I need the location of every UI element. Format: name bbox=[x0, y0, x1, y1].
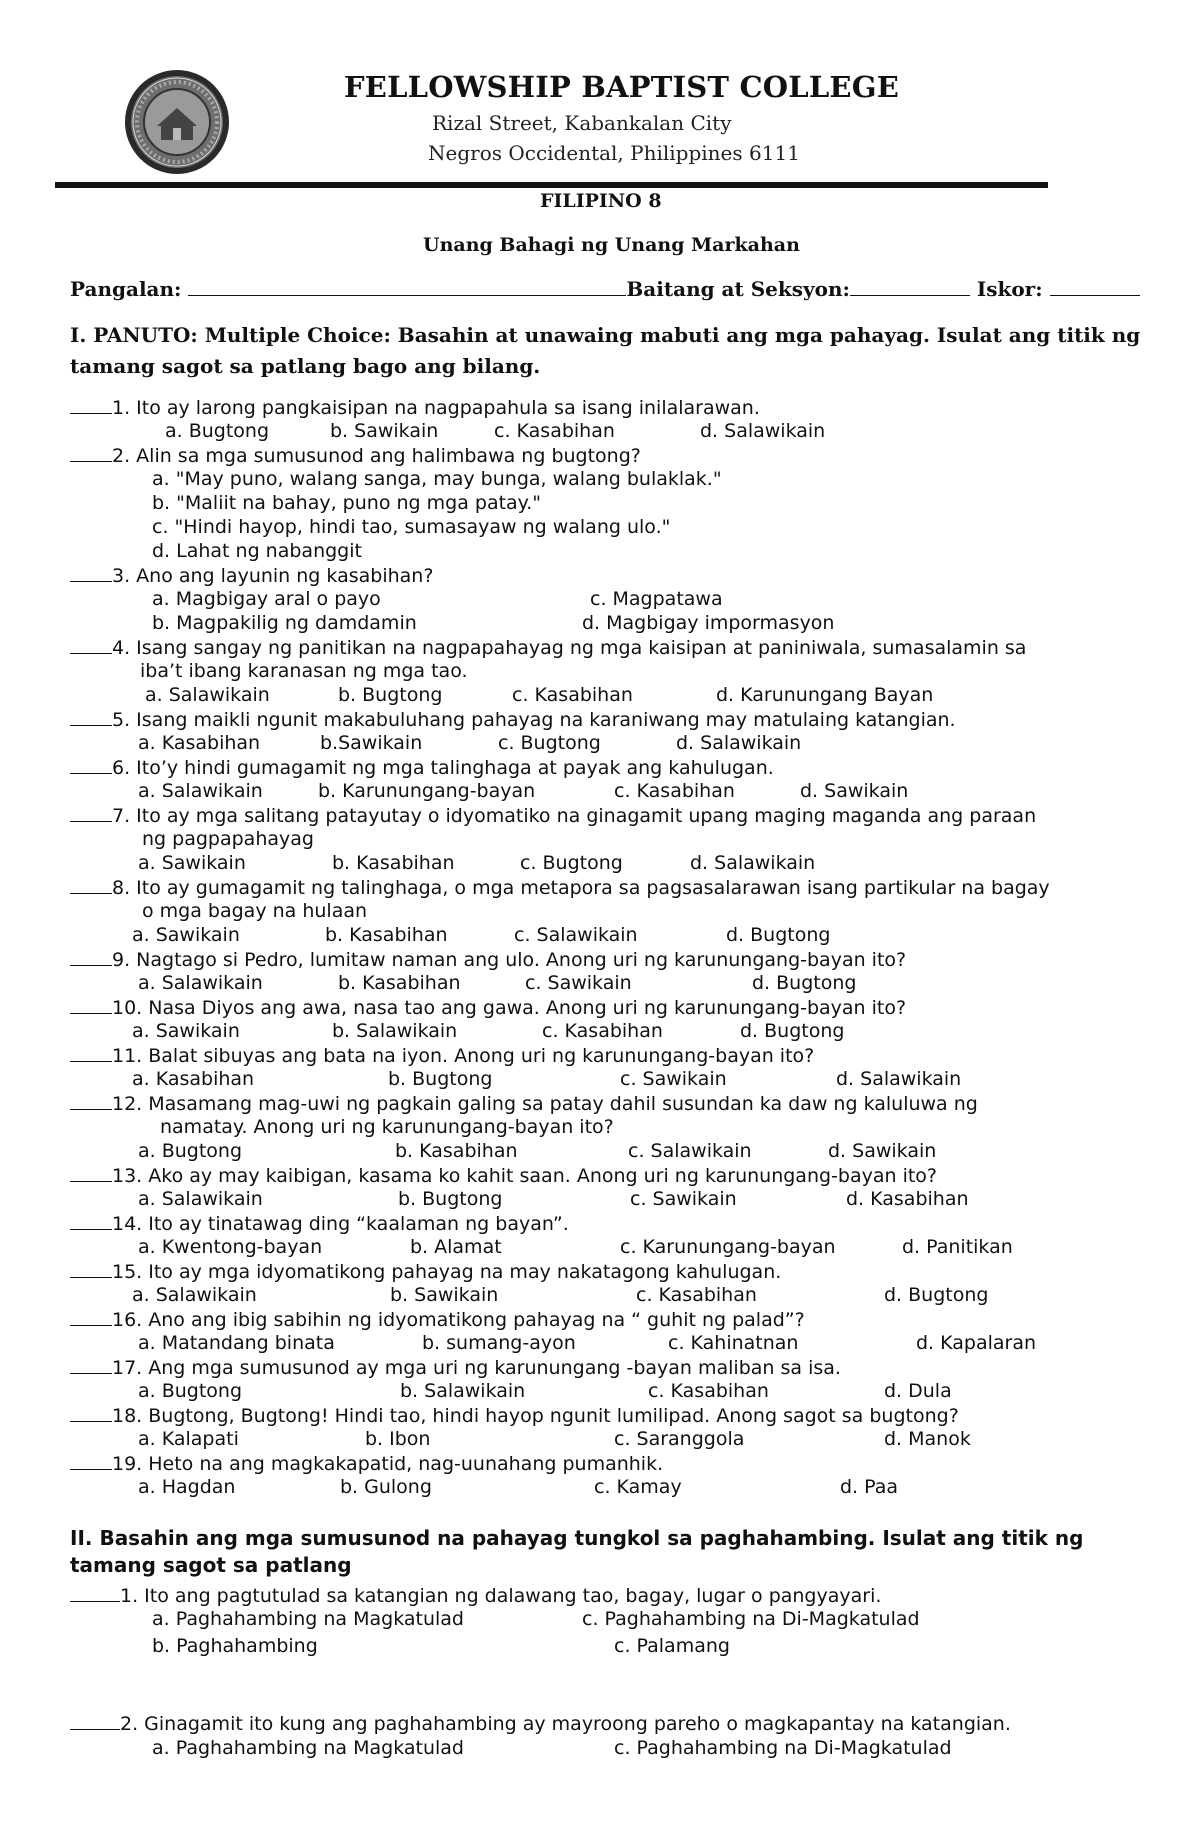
answer-blank[interactable] bbox=[70, 636, 112, 654]
option-d: d. Paa bbox=[840, 1476, 899, 1498]
score-field[interactable] bbox=[1050, 277, 1140, 296]
question-6: 6. Ito’y hindi gumagamit ng mga talinghaga at payak ang kahulugan. bbox=[70, 756, 774, 779]
option-a: a. Matandang binata bbox=[138, 1332, 335, 1354]
option-b: b. sumang-ayon bbox=[422, 1332, 576, 1354]
part2-question-2: 2. Ginagamit ito kung ang paghahambing ay mayroong pareho o magkapantay na katangian. bbox=[70, 1712, 1011, 1735]
option-c: c. Bugtong bbox=[520, 852, 623, 874]
option-d: d. Karunungang Bayan bbox=[716, 684, 934, 706]
option-a: a. Sawikain bbox=[132, 1020, 240, 1042]
answer-blank[interactable] bbox=[70, 1044, 112, 1062]
name-label: Pangalan: bbox=[70, 277, 182, 301]
college-street: Rizal Street, Kabankalan City bbox=[432, 111, 732, 135]
option-c: c. Paghahambing na Di-Magkatulad bbox=[614, 1737, 952, 1759]
option-c: c. Kasabihan bbox=[636, 1284, 757, 1306]
option-a: a. Salawikain bbox=[138, 972, 263, 994]
option-a: a. Sawikain bbox=[132, 924, 240, 946]
answer-blank[interactable] bbox=[70, 1212, 112, 1230]
answer-blank[interactable] bbox=[70, 1452, 112, 1470]
option-a: a. Hagdan bbox=[138, 1476, 236, 1498]
quarter-title: Unang Bahagi ng Unang Markahan bbox=[423, 234, 800, 256]
option-d: d. Bugtong bbox=[752, 972, 857, 994]
option-d: d. Panitikan bbox=[902, 1236, 1013, 1258]
question-16: 16. Ano ang ibig sabihin ng idyomatikong pahayag na “ guhit ng palad”? bbox=[70, 1308, 805, 1331]
option-d: d. Bugtong bbox=[726, 924, 831, 946]
option-d: d. Salawikain bbox=[836, 1068, 962, 1090]
section-label: Baitang at Seksyon: bbox=[626, 277, 850, 301]
option-b: b. Salawikain bbox=[332, 1020, 458, 1042]
question-8: 8. Ito ay gumagamit ng talinghaga, o mga metapora sa pagsasalarawan isang partikular na bagay bbox=[70, 876, 1050, 899]
question-2: 2. Alin sa mga sumusunod ang halimbawa ng bugtong? bbox=[70, 444, 641, 467]
option-c: c. Saranggola bbox=[614, 1428, 745, 1450]
option-c: c. "Hindi hayop, hindi tao, sumasayaw ng walang ulo." bbox=[152, 516, 671, 538]
option-a: a. Bugtong bbox=[138, 1140, 243, 1162]
option-c: c. Karunungang-bayan bbox=[620, 1236, 836, 1258]
option-c: c. Sawikain bbox=[620, 1068, 727, 1090]
option-c: c. Kasabihan bbox=[542, 1020, 663, 1042]
option-c: c. Kasabihan bbox=[494, 420, 615, 442]
student-info-line bbox=[70, 277, 1140, 301]
option-c: c. Kasabihan bbox=[512, 684, 633, 706]
answer-blank[interactable] bbox=[70, 1712, 120, 1730]
option-d: d. Bugtong bbox=[740, 1020, 845, 1042]
option-a: a. Salawikain bbox=[145, 684, 270, 706]
option-c: c. Kasabihan bbox=[614, 780, 735, 802]
option-b: b. Karunungang-bayan bbox=[318, 780, 536, 802]
option-c: c. Bugtong bbox=[498, 732, 601, 754]
option-b: b. Alamat bbox=[410, 1236, 502, 1258]
question-7-cont: ng pagpapahayag bbox=[142, 828, 314, 850]
part1-instruction: I. PANUTO: Multiple Choice: Basahin at unawaing mabuti ang mga pahayag. Isulat ang titik ng tamang sagot sa patlang bago ang bilang. bbox=[70, 323, 1141, 378]
question-10: 10. Nasa Diyos ang awa, nasa tao ang gawa. Anong uri ng karunungang-bayan ito? bbox=[70, 996, 906, 1019]
answer-blank[interactable] bbox=[70, 1260, 112, 1278]
option-a: a. Paghahambing na Magkatulad bbox=[152, 1737, 464, 1759]
score-label: Iskor: bbox=[976, 277, 1043, 301]
option-c: c. Kahinatnan bbox=[668, 1332, 799, 1354]
option-a: a. Kwentong-bayan bbox=[138, 1236, 323, 1258]
option-b: b. Paghahambing bbox=[152, 1635, 318, 1657]
college-seal bbox=[123, 68, 231, 176]
option-a: a. Bugtong bbox=[165, 420, 270, 442]
name-field[interactable] bbox=[188, 277, 626, 296]
answer-blank[interactable] bbox=[70, 876, 112, 894]
answer-blank[interactable] bbox=[70, 1308, 112, 1326]
option-b: b. Kasabihan bbox=[395, 1140, 518, 1162]
option-d: d. Salawikain bbox=[676, 732, 802, 754]
question-13: 13. Ako ay may kaibigan, kasama ko kahit saan. Anong uri ng karunungang-bayan ito? bbox=[70, 1164, 937, 1187]
question-7: 7. Ito ay mga salitang patayutay o idyomatiko na ginagamit upang maging maganda ang paraan bbox=[70, 804, 1036, 827]
answer-blank[interactable] bbox=[70, 396, 112, 414]
option-c: c. Paghahambing na Di-Magkatulad bbox=[582, 1608, 920, 1630]
answer-blank[interactable] bbox=[70, 756, 112, 774]
option-c: c. Sawikain bbox=[630, 1188, 737, 1210]
question-8-cont: o mga bagay na hulaan bbox=[142, 900, 368, 922]
option-b: b. Bugtong bbox=[398, 1188, 503, 1210]
question-1: 1. Ito ay larong pangkaisipan na nagpapahula sa isang inilalarawan. bbox=[70, 396, 760, 419]
option-b: b. Gulong bbox=[340, 1476, 432, 1498]
option-b: b. Salawikain bbox=[400, 1380, 526, 1402]
option-c: c. Kamay bbox=[594, 1476, 682, 1498]
option-c: c. Magpatawa bbox=[590, 588, 723, 610]
header-divider bbox=[55, 182, 1048, 188]
option-d: d. Salawikain bbox=[700, 420, 826, 442]
section-field[interactable] bbox=[850, 277, 970, 296]
option-d: d. Kasabihan bbox=[846, 1188, 969, 1210]
question-15: 15. Ito ay mga idyomatikong pahayag na may nakatagong kahulugan. bbox=[70, 1260, 781, 1283]
option-a: a. Bugtong bbox=[138, 1380, 243, 1402]
answer-blank[interactable] bbox=[70, 564, 112, 582]
answer-blank[interactable] bbox=[70, 1404, 112, 1422]
option-b: b. Kasabihan bbox=[332, 852, 455, 874]
option-a: a. Kasabihan bbox=[132, 1068, 255, 1090]
option-b: b.Sawikain bbox=[320, 732, 423, 754]
option-a: a. Sawikain bbox=[138, 852, 246, 874]
answer-blank[interactable] bbox=[70, 996, 112, 1014]
question-9: 9. Nagtago si Pedro, lumitaw naman ang ulo. Anong uri ng karunungang-bayan ito? bbox=[70, 948, 906, 971]
option-a: a. Kasabihan bbox=[138, 732, 261, 754]
option-b: b. Sawikain bbox=[390, 1284, 499, 1306]
part2-question-1: 1. Ito ang pagtutulad sa katangian ng dalawang tao, bagay, lugar o pangyayari. bbox=[70, 1584, 881, 1607]
option-a: a. "May puno, walang sanga, may bunga, walang bulaklak." bbox=[152, 468, 722, 490]
option-a: a. Salawikain bbox=[132, 1284, 257, 1306]
question-4: 4. Isang sangay ng panitikan na nagpapahayag ng mga kaisipan at paniniwala, sumasalamin sa bbox=[70, 636, 1026, 659]
subject-title: FILIPINO 8 bbox=[540, 190, 662, 212]
option-b: b. Bugtong bbox=[388, 1068, 493, 1090]
question-18: 18. Bugtong, Bugtong! Hindi tao, hindi hayop ngunit lumilipad. Anong sagot sa bugtong? bbox=[70, 1404, 959, 1427]
option-b: b. Ibon bbox=[365, 1428, 431, 1450]
question-11: 11. Balat sibuyas ang bata na iyon. Anong uri ng karunungang-bayan ito? bbox=[70, 1044, 814, 1067]
option-d: d. Dula bbox=[884, 1380, 952, 1402]
option-b: b. Bugtong bbox=[338, 684, 443, 706]
question-4-cont: iba’t ibang karanasan ng mga tao. bbox=[140, 660, 468, 682]
answer-blank[interactable] bbox=[70, 444, 112, 462]
option-b: b. Magpakilig ng damdamin bbox=[152, 612, 417, 634]
answer-blank[interactable] bbox=[70, 804, 112, 822]
answer-blank[interactable] bbox=[70, 708, 112, 726]
question-5: 5. Isang maikli ngunit makabuluhang pahayag na karaniwang may matulaing katangian. bbox=[70, 708, 956, 731]
answer-blank[interactable] bbox=[70, 1584, 120, 1602]
option-a: a. Salawikain bbox=[138, 1188, 263, 1210]
option-c: c. Salawikain bbox=[514, 924, 638, 946]
question-17: 17. Ang mga sumusunod ay mga uri ng karunungang -bayan maliban sa isa. bbox=[70, 1356, 841, 1379]
answer-blank[interactable] bbox=[70, 948, 112, 966]
option-b: b. Sawikain bbox=[330, 420, 439, 442]
option-d: c. Palamang bbox=[614, 1635, 730, 1657]
option-c: c. Kasabihan bbox=[648, 1380, 769, 1402]
option-a: a. Salawikain bbox=[138, 780, 263, 802]
option-d: d. Salawikain bbox=[690, 852, 816, 874]
option-d: d. Bugtong bbox=[884, 1284, 989, 1306]
option-d: d. Manok bbox=[884, 1428, 971, 1450]
question-12: 12. Masamang mag-uwi ng pagkain galing sa patay dahil susundan ka daw ng kaluluwa ng bbox=[70, 1092, 978, 1115]
question-3: 3. Ano ang layunin ng kasabihan? bbox=[70, 564, 433, 587]
question-12-cont: namatay. Anong uri ng karunungang-bayan ito? bbox=[160, 1116, 614, 1138]
option-c: c. Sawikain bbox=[525, 972, 632, 994]
answer-blank[interactable] bbox=[70, 1092, 112, 1110]
option-b: b. "Maliit na bahay, puno ng mga patay." bbox=[152, 492, 541, 514]
option-a: a. Paghahambing na Magkatulad bbox=[152, 1608, 464, 1630]
option-d: d. Lahat ng nabanggit bbox=[152, 540, 362, 562]
question-19: 19. Heto na ang magkakapatid, nag-uunahang pumanhik. bbox=[70, 1452, 663, 1475]
question-14: 14. Ito ay tinatawag ding “kaalaman ng bayan”. bbox=[70, 1212, 569, 1235]
part2-instruction: II. Basahin ang mga sumusunod na pahayag tungkol sa paghahambing. Isulat ang titik ng tamang sagot sa patlang bbox=[70, 1526, 1084, 1577]
option-c: c. Salawikain bbox=[628, 1140, 752, 1162]
option-b: b. Kasabihan bbox=[325, 924, 448, 946]
college-province: Negros Occidental, Philippines 6111 bbox=[428, 141, 800, 165]
answer-blank[interactable] bbox=[70, 1356, 112, 1374]
option-a: a. Kalapati bbox=[138, 1428, 239, 1450]
option-d: d. Kapalaran bbox=[916, 1332, 1037, 1354]
option-d: d. Magbigay impormasyon bbox=[582, 612, 835, 634]
college-name: FELLOWSHIP BAPTIST COLLEGE bbox=[344, 70, 899, 104]
option-d: d. Sawikain bbox=[800, 780, 909, 802]
option-a: a. Magbigay aral o payo bbox=[152, 588, 381, 610]
answer-blank[interactable] bbox=[70, 1164, 112, 1182]
option-d: d. Sawikain bbox=[828, 1140, 937, 1162]
option-b: b. Kasabihan bbox=[338, 972, 461, 994]
